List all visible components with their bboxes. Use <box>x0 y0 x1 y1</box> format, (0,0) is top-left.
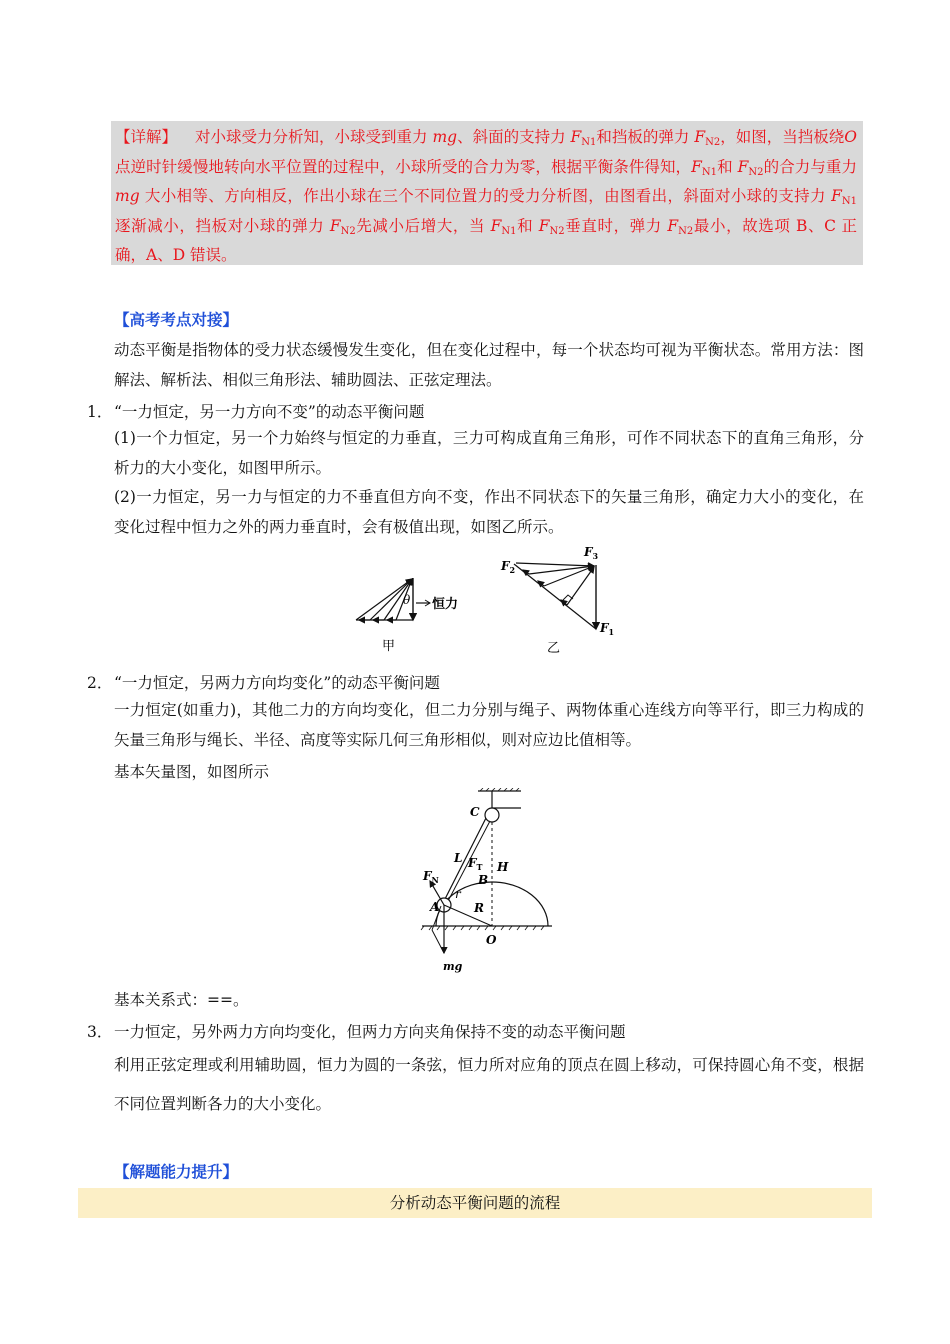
label-L: L <box>454 851 463 865</box>
symbol-F: F <box>490 216 502 235</box>
solution-seg: 逐渐减小，挡板对小球的弹力 <box>115 216 330 235</box>
subscript-N1: N1 <box>581 137 597 148</box>
symbol-F: F <box>570 128 582 146</box>
symbol-F: F <box>694 128 706 146</box>
ability-heading: 【解题能力提升】 <box>114 1163 239 1181</box>
yi-F3-label: $F_3$ <box>584 545 599 561</box>
item1-number: 1． <box>87 403 113 421</box>
item2-number: 2． <box>87 674 113 692</box>
item3-paragraph: 利用正弦定理或利用辅助圆，恒力为圆的一条弦，恒力所对应角的顶点在圆上移动，可保持圆心角不变，根据不同位置判断各力的大小变化。 <box>114 1056 864 1113</box>
symbol-F: F <box>667 216 679 235</box>
solution-seg: 和挡板的弹力 <box>596 128 695 146</box>
solution-seg: 大小相等、方向相反，作出小球在三个不同位置力的受力分析图，由图看出，斜面对小球的支持力 <box>139 187 832 205</box>
symbol-F: F <box>691 157 702 176</box>
yi-caption: 乙 <box>547 641 561 656</box>
symbol-mg: mg <box>115 187 140 205</box>
label-R: R <box>474 901 484 915</box>
solution-tag: 【详解】 <box>115 128 178 146</box>
subscript-N2: N2 <box>340 225 356 237</box>
item2-paragraph-1: 一力恒定(如重力)，其他二力的方向均变化，但二力分别与绳子、两物体重心连线方向等平行，即三力构成的矢量三角形与绳长、半径、高度等实际几何三角形相似，则对应边比值相等。 <box>114 701 864 749</box>
figure-yi <box>494 543 624 656</box>
yi-F1-label: $F_1$ <box>600 621 615 637</box>
solution-seg: 点逆时针缓慢地转向水平位置的过程中，小球所受的合力为零，根据平衡条件得知， <box>115 157 692 176</box>
flow-title-band: 分析动态平衡问题的流程 <box>78 1188 872 1218</box>
symbol-O: O <box>844 128 857 146</box>
rope <box>444 818 489 901</box>
exam-link-intro: 动态平衡是指物体的受力状态缓慢发生变化，但在变化过程中，每一个状态均可视为平衡状态。常用方法：图解法、解析法、相似三角形法、辅助圆法、正弦定理法。 <box>114 341 864 389</box>
item1-title: “一力恒定，另一力方向不变”的动态平衡问题 <box>114 403 425 421</box>
subscript-N2: N2 <box>678 225 694 237</box>
figure-jia <box>350 572 470 654</box>
label-FN: $F_N$ <box>423 869 439 885</box>
label-FT: $F_T$ <box>468 856 483 872</box>
label-A: A <box>430 900 440 914</box>
symbol-F: F <box>329 216 341 235</box>
yi-F2-line <box>514 564 596 629</box>
label-C: C <box>470 805 480 819</box>
item3-number: 3． <box>87 1023 113 1041</box>
solution-seg: 对小球受力分析知，小球受到重力 <box>195 128 433 146</box>
symbol-F: F <box>538 216 550 235</box>
subscript-N1: N1 <box>841 196 857 207</box>
label-r: r <box>455 887 461 901</box>
solution-seg: 、斜面的支持力 <box>457 128 571 146</box>
solution-seg: 和 <box>516 216 539 235</box>
solution-seg: 和 <box>717 157 738 176</box>
solution-seg: 最小，故选项 B、C 正确，A、D 错误。 <box>115 216 857 264</box>
jia-caption: 甲 <box>382 639 396 654</box>
label-mg: mg <box>443 960 463 973</box>
yi-F3-line-1 <box>516 563 594 566</box>
solution-seg: 先减小后增大，当 <box>355 216 491 235</box>
subscript-N2: N2 <box>549 225 565 237</box>
basic-relation: 基本关系式：==。 <box>114 991 249 1009</box>
item1-paragraph-1: (1)一个力恒定，另一个力始终与恒定的力垂直，三力可构成直角三角形，可作不同状态下的直角三角形，分析力的大小变化，如图甲所示。 <box>114 429 864 477</box>
solution-text <box>111 121 863 271</box>
figure-pulley <box>416 788 556 974</box>
subscript-N2: N2 <box>748 166 764 178</box>
exam-link-heading: 【高考考点对接】 <box>114 311 239 329</box>
symbol-F: F <box>737 157 749 176</box>
solution-seg: 垂直时，弹力 <box>564 216 668 235</box>
force-triangle-side <box>432 930 444 953</box>
subscript-N1: N1 <box>701 166 718 178</box>
solution-seg: ，如图，当挡板绕 <box>720 128 845 146</box>
label-B: B <box>478 873 489 887</box>
symbol-mg: mg <box>432 128 458 146</box>
jia-theta: θ <box>403 593 411 607</box>
radius-R <box>444 905 492 926</box>
symbol-F: F <box>831 187 842 205</box>
yi-F2-label: $F_2$ <box>501 559 516 575</box>
jia-force-label: 恒力 <box>432 597 459 612</box>
solution-box <box>111 121 863 265</box>
item3-title: 一力恒定，另外两力方向均变化，但两力方向夹角保持不变的动态平衡问题 <box>114 1023 626 1041</box>
label-O: O <box>486 933 497 947</box>
item1-paragraph-2: (2)一力恒定，另一力与恒定的力不垂直但方向不变，作出不同状态下的矢量三角形，确定力大小的变化，在变化过程中恒力之外的两力垂直时，会有极值出现，如图乙所示。 <box>114 488 864 536</box>
item2-title: “一力恒定，另两力方向均变化”的动态平衡问题 <box>114 674 440 692</box>
subscript-N1: N1 <box>501 225 517 237</box>
subscript-N2: N2 <box>705 137 721 148</box>
solution-seg: 的合力与重力 <box>763 157 857 176</box>
pulley-wheel <box>485 808 499 822</box>
item2-paragraph-2: 基本矢量图，如图所示 <box>114 763 270 781</box>
label-H: H <box>497 860 509 874</box>
yi-F3-line-4 <box>567 567 594 605</box>
